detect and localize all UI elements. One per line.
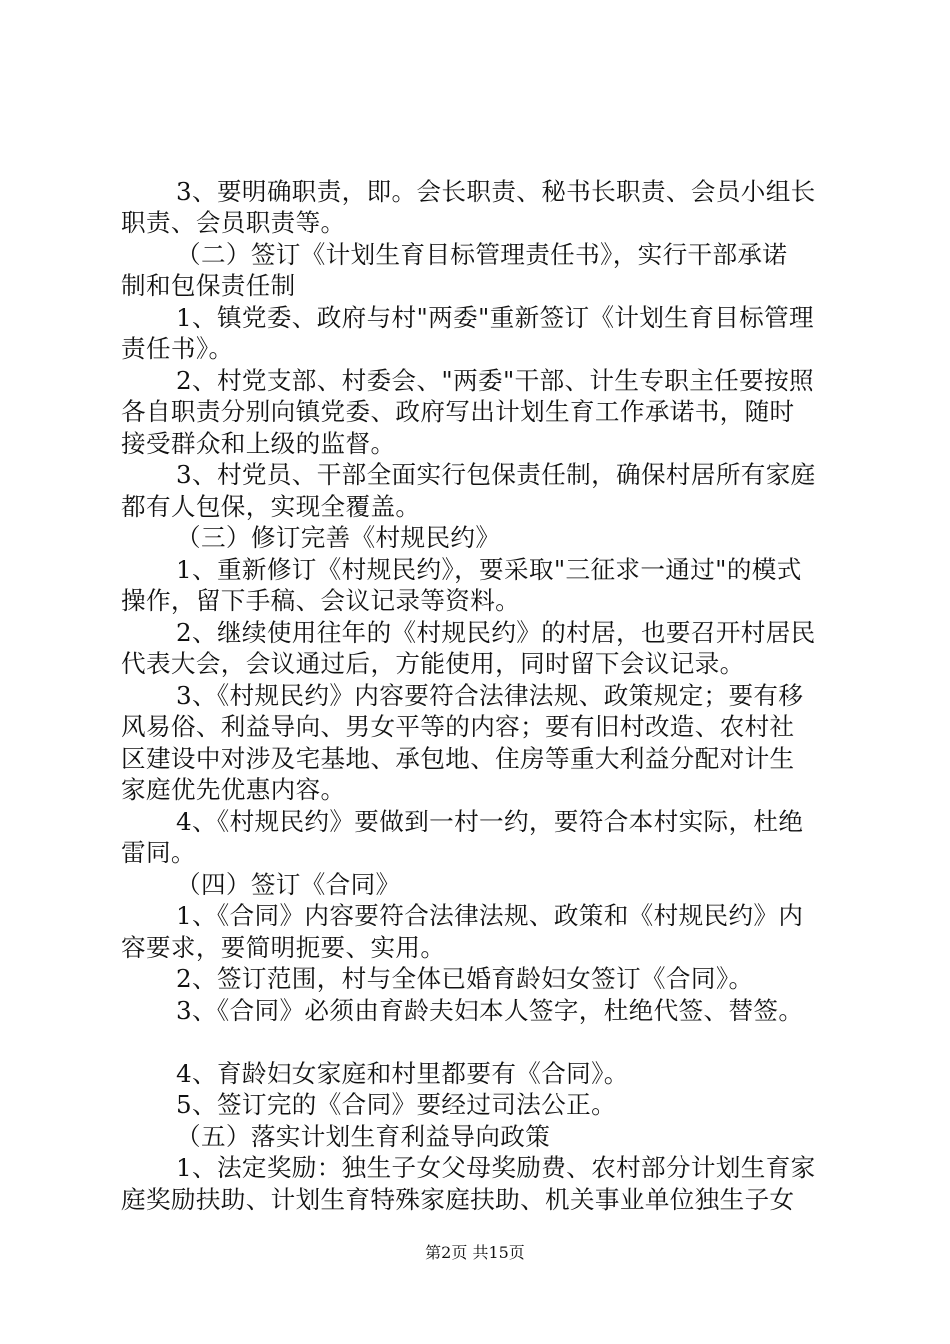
text-line: 4、《村规民约》要做到一村一约，要符合本村实际，杜绝 bbox=[176, 807, 804, 836]
text-line: 操作，留下手稿、会议记录等资料。 bbox=[121, 586, 521, 615]
page-number-footer: 第2页 共15页 bbox=[425, 1243, 525, 1262]
text-line: 1、重新修订《村规民约》，要采取"三征求一通过"的模式 bbox=[176, 555, 802, 584]
text-line: 制和包保责任制 bbox=[121, 271, 296, 300]
text-line: 职责、会员职责等。 bbox=[121, 208, 346, 237]
text-line: 3、《村规民约》内容要符合法律法规、政策规定；要有移 bbox=[176, 681, 804, 710]
text-line: 2、继续使用往年的《村规民约》的村居，也要召开村居民 bbox=[176, 618, 816, 647]
section-heading: （三）修订完善《村规民约》 bbox=[176, 523, 501, 552]
text-line: 接受群众和上级的监督。 bbox=[121, 429, 396, 458]
text-line: 3、《合同》必须由育龄夫妇本人签字，杜绝代签、替签。 bbox=[176, 996, 804, 1025]
section-heading: （四）签订《合同》 bbox=[176, 870, 401, 899]
section-heading: （五）落实计划生育利益导向政策 bbox=[176, 1122, 551, 1151]
text-line: 1、《合同》内容要符合法律法规、政策和《村规民约》内 bbox=[176, 901, 804, 930]
text-line: 雷同。 bbox=[121, 838, 196, 867]
text-line: 1、法定奖励：独生子女父母奖励费、农村部分计划生育家 bbox=[176, 1153, 816, 1182]
text-line: 5、签订完的《合同》要经过司法公正。 bbox=[176, 1090, 617, 1119]
text-line: 责任书》。 bbox=[121, 334, 234, 363]
text-line: 各自职责分别向镇党委、政府写出计划生育工作承诺书，随时 bbox=[121, 397, 795, 426]
text-line: 代表大会，会议通过后，方能使用，同时留下会议记录。 bbox=[121, 649, 745, 678]
text-line: 庭奖励扶助、计划生育特殊家庭扶助、机关事业单位独生子女 bbox=[121, 1185, 795, 1214]
section-heading: （二）签订《计划生育目标管理责任书》，实行干部承诺 bbox=[176, 240, 788, 269]
text-line: 家庭优先优惠内容。 bbox=[121, 775, 346, 804]
text-line: 1、镇党委、政府与村"两委"重新签订《计划生育目标管理 bbox=[176, 303, 814, 332]
text-line: 都有人包保，实现全覆盖。 bbox=[121, 492, 421, 521]
text-line: 4、育龄妇女家庭和村里都要有《合同》。 bbox=[176, 1059, 629, 1088]
text-line: 2、村党支部、村委会、"两委"干部、计生专职主任要按照 bbox=[176, 366, 814, 395]
text-line: 容要求，要简明扼要、实用。 bbox=[121, 933, 446, 962]
text-line: 风易俗、利益导向、男女平等的内容；要有旧村改造、农村社 bbox=[121, 712, 795, 741]
text-line: 3、要明确职责，即。会长职责、秘书长职责、会员小组长 bbox=[176, 177, 816, 206]
text-line: 3、村党员、干部全面实行包保责任制，确保村居所有家庭 bbox=[176, 460, 816, 489]
text-line: 区建设中对涉及宅基地、承包地、住房等重大利益分配对计生 bbox=[121, 744, 795, 773]
text-line: 2、签订范围，村与全体已婚育龄妇女签订《合同》。 bbox=[176, 964, 754, 993]
